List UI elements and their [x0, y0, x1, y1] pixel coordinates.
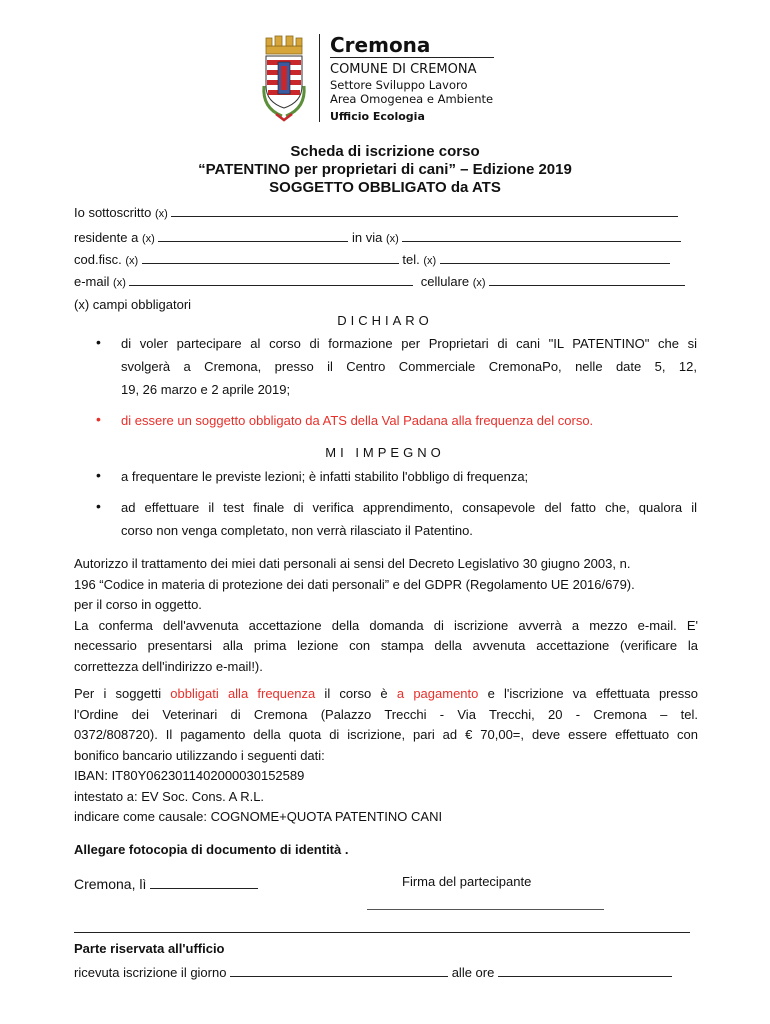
- mandatory-mark: (x): [472, 277, 486, 289]
- form-row-codfisc: [74, 251, 670, 267]
- header-comune: COMUNE DI CREMONA: [330, 62, 477, 77]
- residente-field[interactable]: [158, 229, 348, 242]
- place-date-label: Cremona, lì: [74, 876, 147, 892]
- payment-causale: indicare come causale: COGNOME+QUOTA PATENTINO CANI: [74, 809, 443, 824]
- via-label: in via: [352, 230, 383, 245]
- codfisc-field[interactable]: [142, 251, 399, 264]
- header-divider-vertical: [319, 34, 320, 122]
- allegare-note: Allegare fotocopia di documento di identità .: [74, 842, 349, 857]
- payment-highlight-obbligati: obbligati alla frequenza: [170, 686, 316, 701]
- payment-intestato: intestato a: EV Soc. Cons. A R.L.: [74, 788, 265, 804]
- tel-field[interactable]: [440, 251, 670, 264]
- header-city: Cremona: [330, 33, 431, 57]
- mandatory-mark: (x): [141, 233, 155, 245]
- dichiaro-item-1-line-1: di voler partecipare al corso di formazione per Proprietari di cani "IL PATENTINO" che si: [121, 336, 697, 351]
- title-line-2: “PATENTINO per proprietari di cani” – Edizione 2019: [198, 161, 572, 178]
- payment-line-1: [74, 684, 698, 705]
- dichiaro-item-1-line-2: svolgerà a Cremona, presso il Centro Commerciale CremonaPo, nelle date 5, 12,: [121, 359, 697, 374]
- payment-line-4: bonifico bancario utilizzando i seguenti dati:: [74, 747, 325, 763]
- impegno-item-2: [121, 496, 697, 542]
- impegno-item-1: a frequentare le previste lezioni; è infatti stabilito l'obbligo di frequenza;: [121, 469, 529, 484]
- mandatory-mark: (x): [423, 255, 437, 267]
- dichiaro-heading: DICHIARO: [337, 313, 433, 328]
- header-office: Ufficio Ecologia: [330, 110, 425, 123]
- dichiaro-item-2: di essere un soggetto obbligato da ATS della Val Padana alla frequenza del corso.: [121, 413, 594, 428]
- form-row-email: [74, 273, 685, 289]
- dichiaro-item-1-line-3: 19, 26 marzo e 2 aprile 2019;: [121, 382, 291, 397]
- bullet-icon: •: [96, 334, 101, 350]
- payment-text: Per i soggetti: [74, 686, 171, 701]
- tel-label: tel.: [402, 252, 420, 267]
- bullet-icon: •: [96, 411, 101, 427]
- date-field[interactable]: [150, 876, 258, 889]
- privacy-line-5: necessario presentarsi alla prima lezione con stampa della avvenuta accettazione (verificare la: [74, 638, 698, 653]
- sottoscritto-field[interactable]: [171, 204, 678, 217]
- signature-field[interactable]: [367, 909, 604, 910]
- cremona-crest-logo: [258, 34, 310, 124]
- signature-label: Firma del partecipante: [402, 874, 532, 889]
- dichiaro-item-1: [121, 332, 697, 401]
- mandatory-mark: (x): [125, 255, 139, 267]
- section-divider: [74, 932, 690, 933]
- cellulare-field[interactable]: [489, 273, 685, 286]
- payment-paragraph: [74, 684, 698, 828]
- place-date-row: [74, 876, 258, 892]
- residente-label: residente a: [74, 230, 139, 245]
- sottoscritto-label: Io sottoscritto: [74, 205, 152, 220]
- privacy-paragraph: [74, 554, 698, 677]
- form-row-sottoscritto: [74, 204, 678, 220]
- ricevuta-label: ricevuta iscrizione il giorno: [74, 965, 227, 980]
- payment-highlight-pagamento: a pagamento: [396, 686, 479, 701]
- bullet-icon: •: [96, 467, 101, 483]
- bullet-icon: •: [96, 498, 101, 514]
- mandatory-mark: (x): [154, 208, 168, 220]
- email-label: e-mail: [74, 274, 110, 289]
- privacy-line-1: Autorizzo il trattamento dei miei dati personali ai sensi del Decreto Legislativo 30 giugno 2003, n.: [74, 556, 631, 571]
- email-field[interactable]: [129, 273, 413, 286]
- impegno-heading: MI IMPEGNO: [325, 445, 445, 460]
- mandatory-mark: (x): [113, 277, 126, 289]
- header-divider-horizontal: [330, 57, 494, 58]
- form-row-residenza: [74, 229, 681, 245]
- payment-line-2: l'Ordine dei Veterinari di Cremona (Palazzo Trecchi - Via Trecchi, 20 - Cremona – tel.: [74, 706, 698, 722]
- via-field[interactable]: [402, 229, 681, 242]
- impegno-item-2-line-2: corso non venga completato, non verrà rilasciato il Patentino.: [121, 523, 473, 538]
- privacy-line-6: correttezza dell'indirizzo e-mail!).: [74, 658, 263, 674]
- title-line-1: Scheda di iscrizione corso: [290, 143, 480, 160]
- office-row: [74, 964, 672, 980]
- header-area: Area Omogenea e Ambiente: [330, 92, 494, 106]
- mandatory-mark: (x): [386, 233, 399, 245]
- codfisc-label: cod.fisc.: [74, 252, 122, 267]
- payment-line-3: 0372/808720). Il pagamento della quota di iscrizione, pari ad € 70,00=, deve essere effettuato con: [74, 727, 698, 742]
- header-settore: Settore Sviluppo Lavoro: [330, 78, 468, 92]
- ricevuta-date-field[interactable]: [230, 964, 448, 977]
- payment-text: il corso è: [315, 686, 397, 701]
- title-line-3: SOGGETTO OBBLIGATO da ATS: [269, 179, 501, 196]
- impegno-item-2-line-1: ad effettuare il test finale di verifica apprendimento, consapevole del fatto che, qualora il: [121, 500, 697, 515]
- office-part-heading: Parte riservata all'ufficio: [74, 941, 225, 956]
- payment-iban: IBAN: IT80Y0623011402000030152589: [74, 768, 305, 783]
- ricevuta-time-field[interactable]: [498, 964, 672, 977]
- payment-text: e l'iscrizione va effettuata presso: [478, 686, 698, 701]
- privacy-line-4: La conferma dell'avvenuta accettazione della domanda di iscrizione avverrà a mezzo e-mail. E': [74, 617, 698, 633]
- privacy-line-3: per il corso in oggetto.: [74, 597, 202, 612]
- privacy-line-2: 196 “Codice in materia di protezione dei dati personali” e del GDPR (Regolamento UE 2016/679).: [74, 576, 635, 592]
- mandatory-note: (x) campi obbligatori: [74, 297, 192, 312]
- cellulare-label: cellulare: [420, 274, 470, 289]
- alle-ore-label: alle ore: [451, 965, 495, 980]
